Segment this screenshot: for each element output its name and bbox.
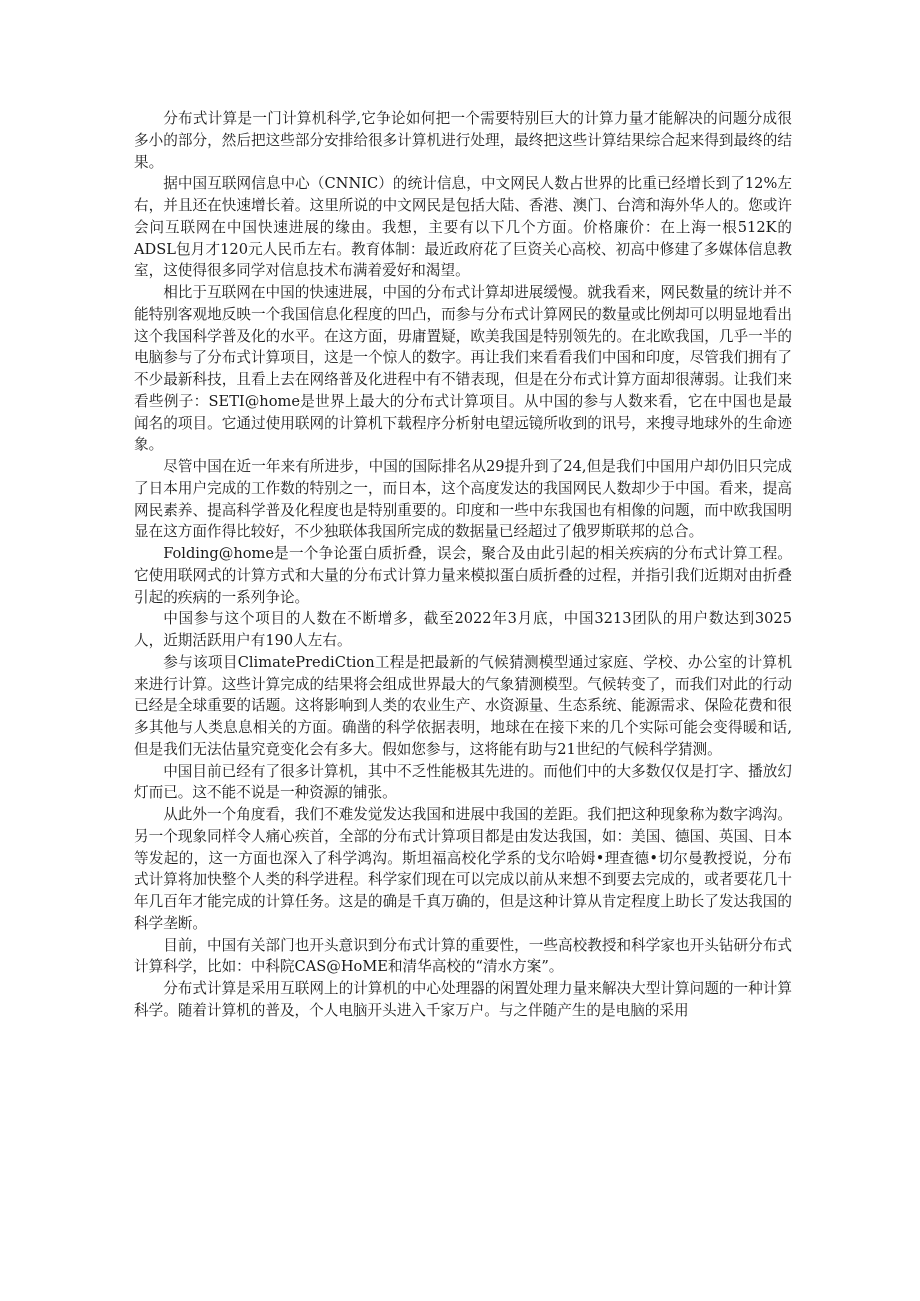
- paragraph-10: 目前，中国有关部门也开头意识到分布式计算的重要性，一些高校教授和科学家也开头钻研分布式计算科学，比如：中科院CAS@HoME和清华高校的“清水方案”。: [134, 936, 792, 976]
- paragraph-9: 从此外一个角度看，我们不难发觉发达我国和进展中我国的差距。我们把这种现象称为数字鸿沟。另一个现象同样令人痛心疾首，全部的分布式计算项目都是由发达我国，如：美国、德国、英国、日本等发起的，这一方面也深入了科学鸿沟。斯坦福高校化学系的戈尔哈姆•理查德•切尔曼教授说，分布式计算将加快整个人类的科学进程。科学家们现在可以完成以前从来想不到要去完成的，或者要花几十年几百年才能完成的计算任务。这是的确是千真万确的，但是这种计算从肯定程度上助长了发达我国的科学垄断。: [134, 806, 792, 932]
- paragraph-5: Folding@home是一个争论蛋白质折叠，误会，聚合及由此引起的相关疾病的分布式计算工程。它使用联网式的计算方式和大量的分布式计算力量来模拟蛋白质折叠的过程，并指引我们近期对由折叠引起的疾病的一系列争论。: [134, 545, 792, 606]
- paragraph-8: 中国目前已经有了很多计算机，其中不乏性能极其先进的。而他们中的大多数仅仅是打字、播放幻灯而已。这不能不说是一种资源的铺张。: [134, 762, 792, 802]
- paragraph-11: 分布式计算是采用互联网上的计算机的中心处理器的闲置处理力量来解决大型计算问题的一种计算科学。随着计算机的普及，个人电脑开头进入千家万户。与之伴随产生的是电脑的采用: [134, 980, 792, 1019]
- document-body: [134, 108, 792, 1022]
- paragraph-1: 分布式计算是一门计算机科学,它争论如何把一个需要特别巨大的计算力量才能解决的问题分成很多小的部分，然后把这些部分安排给很多计算机进行处理，最终把这些计算结果综合起来得到最终的结果。: [134, 110, 792, 171]
- paragraph-3: 相比于互联网在中国的快速进展，中国的分布式计算却进展缓慢。就我看来，网民数量的统计并不能特别客观地反映一个我国信息化程度的凹凸，而参与分布式计算网民的数量或比例却可以明显地看出这个我国科学普及化的水平。在这方面，毋庸置疑，欧美我国是特别领先的。在北欧我国，几乎一半的电脑参与了分布式计算项目，这是一个惊人的数字。再让我们来看看我们中国和印度，尽管我们拥有了不少最新科技，且看上去在网络普及化进程中有不错表现，但是在分布式计算方面却很薄弱。让我们来看些例子：SETI@home是世界上最大的分布式计算项目。从中国的参与人数来看，它在中国也是最闻名的项目。它通过使用联网的计算机下载程序分析射电望远镜所收到的讯号，来搜寻地球外的生命迹象。: [134, 284, 792, 454]
- paragraph-4: 尽管中国在近一年来有所进步，中国的国际排名从29提升到了24,但是我们中国用户却仍旧只完成了日本用户完成的工作数的特别之一，而日本，这个高度发达的我国网民人数却少于中国。看来，提高网民素养、提高科学普及化程度也是特别重要的。印度和一些中东我国也有相像的问题，而中欧我国明显在这方面作得比较好，不少独联体我国所完成的数据量已经超过了俄罗斯联邦的总合。: [134, 458, 792, 541]
- paragraph-6: 中国参与这个项目的人数在不断增多，截至2022年3月底，中国3213团队的用户数达到3025人，近期活跃用户有190人左右。: [134, 610, 792, 649]
- paragraph-7: 参与该项目ClimatePrediCtion工程是把最新的气候猜测模型通过家庭、学校、办公室的计算机来进行计算。这些计算完成的结果将会组成世界最大的气象猜测模型。气候转变了，而我们对此的行动已经是全球重要的话题。这将影响到人类的农业生产、水资源量、生态系统、能源需求、保险花费和很多其他与人类息息相关的方面。确凿的科学依据表明，地球在在接下来的几个实际可能会变得暖和话,但是我们无法估量究竟变化会有多大。假如您参与，这将能有助与21世纪的气候科学猜测。: [134, 653, 792, 758]
- paragraph-2: 据中国互联网信息中心（CNNIC）的统计信息，中文网民人数占世界的比重已经增长到了12%左右，并且还在快速增长着。这里所说的中文网民是包括大陆、香港、澳门、台湾和海外华人的。您或许会问互联网在中国快速进展的缘由。我想，主要有以下几个方面。价格廉价：在上海一根512K的ADSL包月才120元人民币左右。教育体制：最近政府花了巨资关心高校、初高中修建了多媒体信息教室，这使得很多同学对信息技术布满着爱好和渴望。: [134, 175, 792, 280]
